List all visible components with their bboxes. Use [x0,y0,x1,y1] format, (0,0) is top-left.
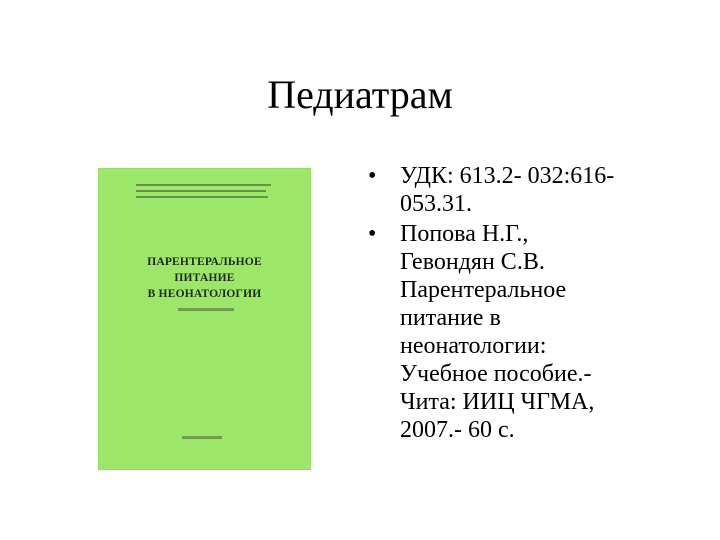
book-cover-image [98,168,311,470]
bullet-line: питание в [400,305,501,331]
bullet-line: 2007.- 60 с. [400,417,515,443]
cover-publisher-lines [136,184,271,202]
cover-title-line: ПИТАНИЕ [174,272,235,284]
bullet-line: Гевондян С.В. [400,249,545,275]
cover-subtitle-line [178,308,234,311]
bullet-line: 053.31. [400,191,472,217]
bullet-marker: • [368,221,377,247]
bullet-line: УДК: 613.2- 032:616- [400,163,615,189]
bullet-item-udk [366,162,696,218]
cover-title [98,254,311,302]
bullet-line: Парентеральное [400,277,567,303]
bullet-list [366,162,696,446]
cover-title-line: В НЕОНАТОЛОГИИ [147,288,262,300]
bullet-line: Учебное пособие.- [400,361,592,387]
bullet-marker: • [368,163,377,189]
bullet-line: Попова Н.Г., [400,221,529,247]
slide-title: Педиатрам [267,72,453,117]
cover-footer-line [182,436,222,439]
bullet-item-citation [366,220,696,444]
cover-title-line: ПАРЕНТЕРАЛЬНОЕ [147,256,262,268]
bullet-line: Чита: ИИЦ ЧГМА, [400,389,595,415]
bullet-line: неонатологии: [400,333,547,359]
